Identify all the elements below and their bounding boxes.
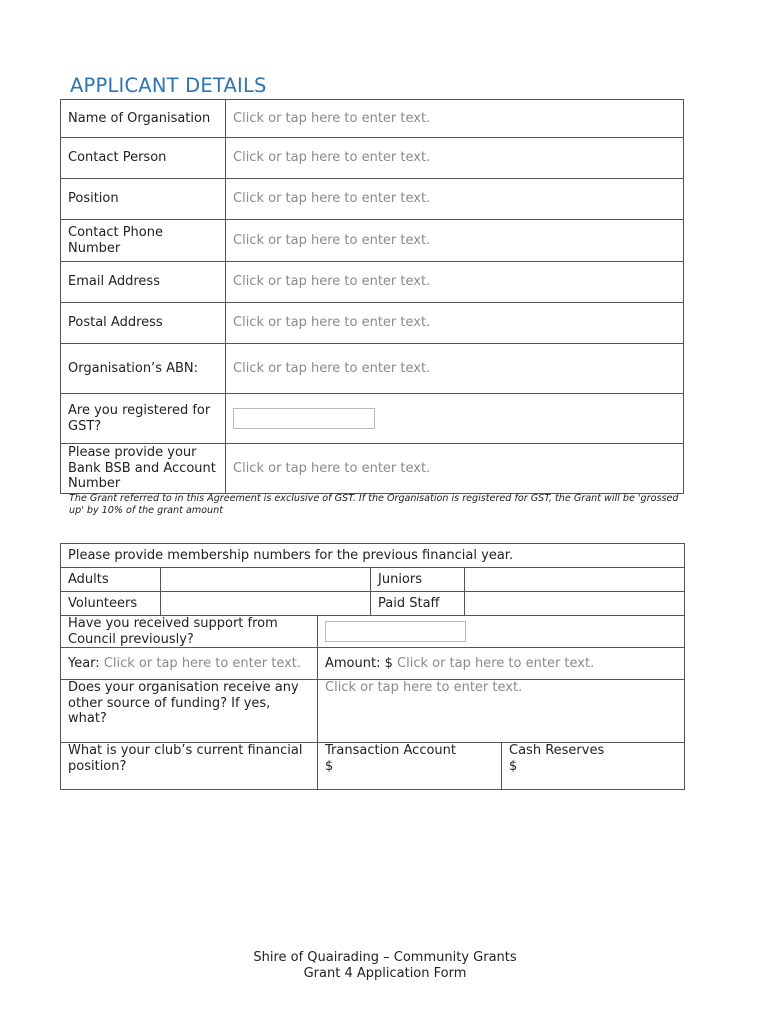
cash-currency: $: [509, 758, 518, 774]
table-row: [61, 220, 684, 262]
amount-cell: [318, 648, 685, 680]
gst-note: The Grant referred to in this Agreement is exclusive of GST. If the Organisation is registered for GST, the Grant will be 'grossed up' by 10% of the grant amount: [69, 493, 679, 516]
name-of-organisation-field[interactable]: Click or tap here to enter text.: [226, 100, 684, 138]
label-volunteers: Volunteers: [61, 592, 161, 616]
amount-field[interactable]: Click or tap here to enter text.: [397, 655, 595, 671]
table-row: [61, 544, 685, 568]
footer-line-2: Grant 4 Application Form: [303, 966, 467, 981]
table-row: [61, 444, 684, 494]
label-bank-details: Please provide your Bank BSB and Account Number: [61, 444, 226, 494]
label-paid-staff: Paid Staff: [371, 592, 465, 616]
table-row: [61, 743, 685, 790]
table-row: [61, 344, 684, 394]
abn-field[interactable]: Click or tap here to enter text.: [226, 344, 684, 394]
label-adults: Adults: [61, 568, 161, 592]
table-row: [61, 303, 684, 344]
label-juniors: Juniors: [371, 568, 465, 592]
membership-heading: Please provide membership numbers for the previous financial year.: [61, 544, 685, 568]
contact-person-field[interactable]: Click or tap here to enter text.: [226, 138, 684, 179]
adults-field[interactable]: [161, 568, 371, 592]
paid-staff-field[interactable]: [465, 592, 685, 616]
label-position: Position: [61, 179, 226, 220]
position-field[interactable]: Click or tap here to enter text.: [226, 179, 684, 220]
contact-phone-field[interactable]: Click or tap here to enter text.: [226, 220, 684, 262]
footer-line-1: Shire of Quairading – Community Grants: [253, 950, 517, 965]
label-name-of-organisation: Name of Organisation: [61, 100, 226, 138]
bank-details-field[interactable]: Click or tap here to enter text.: [226, 444, 684, 494]
label-other-funding: Does your organisation receive any other source of funding? If yes, what?: [61, 680, 318, 743]
cash-reserves-cell[interactable]: [502, 743, 685, 790]
section-title: APPLICANT DETAILS: [70, 74, 267, 97]
label-gst: Are you registered for GST?: [61, 394, 226, 444]
label-year: Year:: [68, 655, 100, 671]
transaction-account-cell[interactable]: [318, 743, 502, 790]
label-transaction-account: Transaction Account: [325, 743, 456, 758]
label-contact-phone: Contact Phone Number: [61, 220, 226, 262]
label-postal-address: Postal Address: [61, 303, 226, 344]
label-amount: Amount: $: [325, 655, 393, 671]
table-row: [61, 680, 685, 743]
table-row: [61, 568, 685, 592]
council-support-dropdown[interactable]: [325, 621, 466, 642]
page-footer: [0, 950, 770, 982]
year-cell: [61, 648, 318, 680]
table-row: [61, 138, 684, 179]
transaction-currency: $: [325, 758, 334, 774]
table-row: [61, 592, 685, 616]
year-field[interactable]: Click or tap here to enter text.: [103, 655, 302, 671]
gst-dropdown[interactable]: [233, 408, 375, 429]
label-council-support: Have you received support from Council previously?: [61, 616, 318, 648]
label-cash-reserves: Cash Reserves: [509, 743, 605, 758]
table-row: [61, 394, 684, 444]
label-email-address: Email Address: [61, 262, 226, 303]
gst-cell: [226, 394, 684, 444]
council-support-cell: [318, 616, 685, 648]
email-address-field[interactable]: Click or tap here to enter text.: [226, 262, 684, 303]
membership-table: [60, 543, 685, 790]
table-row: [61, 100, 684, 138]
label-contact-person: Contact Person: [61, 138, 226, 179]
juniors-field[interactable]: [465, 568, 685, 592]
label-abn: Organisation’s ABN:: [61, 344, 226, 394]
applicant-details-table: [60, 99, 684, 494]
table-row: [61, 262, 684, 303]
other-funding-field[interactable]: Click or tap here to enter text.: [318, 680, 685, 743]
table-row: [61, 648, 685, 680]
table-row: [61, 616, 685, 648]
label-financial-position: What is your club’s current financial position?: [61, 743, 318, 790]
postal-address-field[interactable]: Click or tap here to enter text.: [226, 303, 684, 344]
volunteers-field[interactable]: [161, 592, 371, 616]
table-row: [61, 179, 684, 220]
